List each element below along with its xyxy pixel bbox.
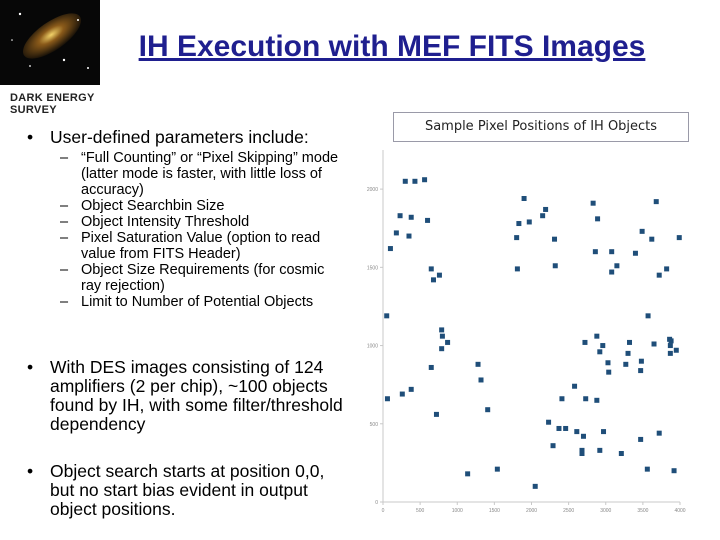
data-point (409, 215, 414, 220)
data-point (434, 412, 439, 417)
bullet-text: Object search starts at position 0,0, but no start bias evident in output object positions. (50, 461, 325, 519)
data-point (398, 213, 403, 218)
data-point (543, 207, 548, 212)
bullet-dot: • (27, 357, 34, 377)
data-point (672, 468, 677, 473)
data-point (559, 396, 564, 401)
data-point (394, 230, 399, 235)
data-point (429, 365, 434, 370)
x-tick-label: 3000 (600, 508, 612, 514)
data-point (664, 266, 669, 271)
data-point (515, 266, 520, 271)
y-tick-label: 2000 (366, 187, 378, 194)
chart-title-box (393, 112, 689, 142)
data-point (597, 448, 602, 453)
data-point (646, 313, 651, 318)
data-point (582, 340, 587, 345)
data-point (626, 351, 631, 356)
data-point (657, 431, 662, 436)
data-point (638, 368, 643, 373)
data-point (422, 177, 427, 182)
y-tick-label: 1500 (366, 265, 378, 272)
data-point (406, 234, 411, 239)
data-point (437, 273, 442, 278)
data-point (385, 396, 390, 401)
data-point (572, 384, 577, 389)
bullet-dot: • (27, 127, 34, 147)
y-tick-label: 500 (369, 421, 378, 428)
data-point (479, 377, 484, 382)
data-point (600, 343, 605, 348)
dash-marker: – (60, 198, 69, 214)
data-point (429, 266, 434, 271)
data-point (522, 196, 527, 201)
data-point (527, 219, 532, 224)
sub-bullet-text: Object Intensity Threshold (81, 214, 250, 230)
data-point (674, 348, 679, 353)
dash-marker: – (60, 230, 69, 246)
data-point (668, 351, 673, 356)
x-tick-label: 1000 (451, 508, 463, 514)
data-point (583, 396, 588, 401)
data-point (439, 346, 444, 351)
data-point (574, 429, 579, 434)
data-point (627, 340, 632, 345)
x-tick-label: 2500 (563, 508, 575, 514)
x-tick-label: 500 (415, 508, 425, 514)
x-tick-label: 1500 (488, 508, 500, 514)
data-point (551, 443, 556, 448)
data-point (645, 467, 650, 472)
data-point (553, 263, 558, 268)
y-tick-label: 1000 (366, 343, 378, 350)
data-point (540, 213, 545, 218)
dash-marker: – (60, 262, 69, 278)
data-point (657, 273, 662, 278)
data-point (403, 179, 408, 184)
bullet-dot: • (27, 461, 34, 481)
data-point (465, 471, 470, 476)
bullet-text: User-defined parameters include: (50, 127, 309, 147)
data-point (546, 420, 551, 425)
data-point (601, 429, 606, 434)
data-point (579, 451, 584, 456)
data-point (677, 235, 682, 240)
data-point (633, 251, 638, 256)
data-point (652, 341, 657, 346)
data-point (384, 313, 389, 318)
data-point (594, 398, 599, 403)
data-point (514, 235, 519, 240)
data-point (609, 270, 614, 275)
data-point (445, 340, 450, 345)
data-point (640, 229, 645, 234)
data-point (439, 327, 444, 332)
chart-title: Sample Pixel Positions of IH Objects (424, 119, 658, 134)
data-point (649, 237, 654, 242)
data-point (619, 451, 624, 456)
data-point (668, 343, 673, 348)
x-tick-label: 2000 (525, 508, 538, 514)
data-point (594, 334, 599, 339)
sub-bullet-text: Object Searchbin Size (81, 198, 225, 214)
data-point (556, 426, 561, 431)
data-point (412, 179, 417, 184)
sub-bullet-text: Pixel Saturation Value (option to read value from FITS Header) (81, 230, 321, 262)
data-point (595, 216, 600, 221)
x-tick-label: 0 (381, 508, 385, 514)
dash-marker: – (60, 150, 69, 166)
data-point (516, 221, 521, 226)
y-tick-label: 0 (375, 500, 378, 506)
data-point (654, 199, 659, 204)
data-point (425, 218, 430, 223)
logo-line-1: DARK ENERGY (10, 92, 95, 104)
data-point (552, 237, 557, 242)
data-point (431, 277, 436, 282)
data-point (638, 437, 643, 442)
data-point (533, 484, 538, 489)
bullet-text: With DES images consisting of 124 amplifiers (2 per chip), ~100 objects found by IH, with some filter/threshold dependency (50, 357, 343, 434)
data-point (591, 201, 596, 206)
data-point (623, 362, 628, 367)
data-point (667, 337, 672, 342)
x-tick-label: 3500 (637, 508, 649, 514)
data-point (485, 407, 490, 412)
data-point (639, 359, 644, 364)
data-point (609, 249, 614, 254)
x-tick-label: 4000 (674, 508, 686, 514)
logo-line-2: SURVEY (10, 104, 57, 116)
data-point (606, 370, 611, 375)
data-point (440, 334, 445, 339)
sub-bullet-text: Limit to Number of Potential Objects (81, 294, 314, 310)
data-point (597, 349, 602, 354)
data-point (388, 246, 393, 251)
dash-marker: – (60, 214, 69, 230)
data-point (409, 387, 414, 392)
data-point (400, 392, 405, 397)
sub-bullet-text: “Full Counting” or “Pixel Skipping” mode (latter mode is faster, with little loss of accuracy) (81, 150, 339, 198)
data-point (605, 360, 610, 365)
data-point (581, 434, 586, 439)
dash-marker: – (60, 294, 69, 310)
data-point (476, 362, 481, 367)
slide-title: IH Execution with MEF FITS Images (138, 30, 646, 63)
data-point (614, 263, 619, 268)
data-point (495, 467, 500, 472)
sub-bullet-text: Object Size Requirements (for cosmic ray rejection) (81, 262, 325, 294)
data-point (593, 249, 598, 254)
data-point (563, 426, 568, 431)
